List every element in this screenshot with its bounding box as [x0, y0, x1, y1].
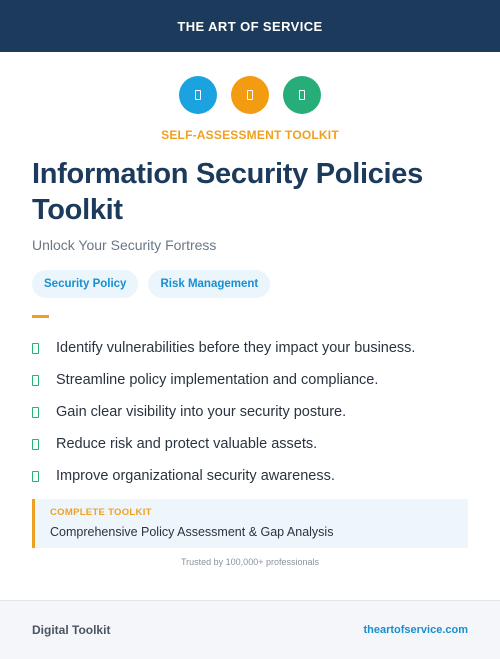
benefit-item: [32, 460, 472, 492]
benefit-text: Identify vulnerabilities before they impact your business.: [56, 340, 416, 356]
check-icon: [32, 407, 39, 418]
benefit-text: Gain clear visibility into your security posture.: [56, 404, 347, 420]
eyebrow-label: SELF-ASSESSMENT TOOLKIT: [161, 128, 339, 142]
trust-note: Trusted by 100,000+ professionals: [180, 557, 319, 567]
tag-risk-management: Risk Management: [148, 270, 270, 298]
check-icon: [32, 471, 39, 482]
document-icon: [231, 76, 269, 114]
benefit-item: [32, 364, 472, 396]
tag-list: [32, 270, 270, 298]
accent-divider: [32, 315, 49, 318]
tag-security-policy: Security Policy: [32, 270, 138, 298]
benefit-text: Reduce risk and protect valuable assets.: [56, 436, 318, 452]
page-subtitle: Unlock Your Security Fortress: [32, 237, 217, 253]
footer-website-link[interactable]: theartofservice.com: [363, 624, 468, 636]
benefit-item: [32, 428, 472, 460]
benefit-text: Improve organizational security awareness.: [56, 468, 335, 484]
benefit-item: [32, 332, 472, 364]
brand-header: [0, 0, 500, 52]
benefit-text: Streamline policy implementation and compliance.: [56, 372, 379, 388]
page-title: Information Security Policies Toolkit: [32, 158, 423, 226]
callout-label: COMPLETE TOOLKIT: [50, 507, 152, 518]
check-icon: [32, 439, 39, 450]
document-icon: [283, 76, 321, 114]
check-icon: [32, 375, 39, 386]
footer-product-type: Digital Toolkit: [32, 623, 111, 637]
check-icon: [32, 343, 39, 354]
toolkit-callout: [32, 499, 468, 548]
benefit-list: [32, 332, 472, 492]
icon-row: [0, 76, 500, 114]
benefit-item: [32, 396, 472, 428]
document-icon: [179, 76, 217, 114]
brand-name: THE ART OF SERVICE: [177, 18, 323, 34]
callout-text: Comprehensive Policy Assessment & Gap Analysis: [50, 525, 334, 539]
footer: [0, 600, 500, 659]
